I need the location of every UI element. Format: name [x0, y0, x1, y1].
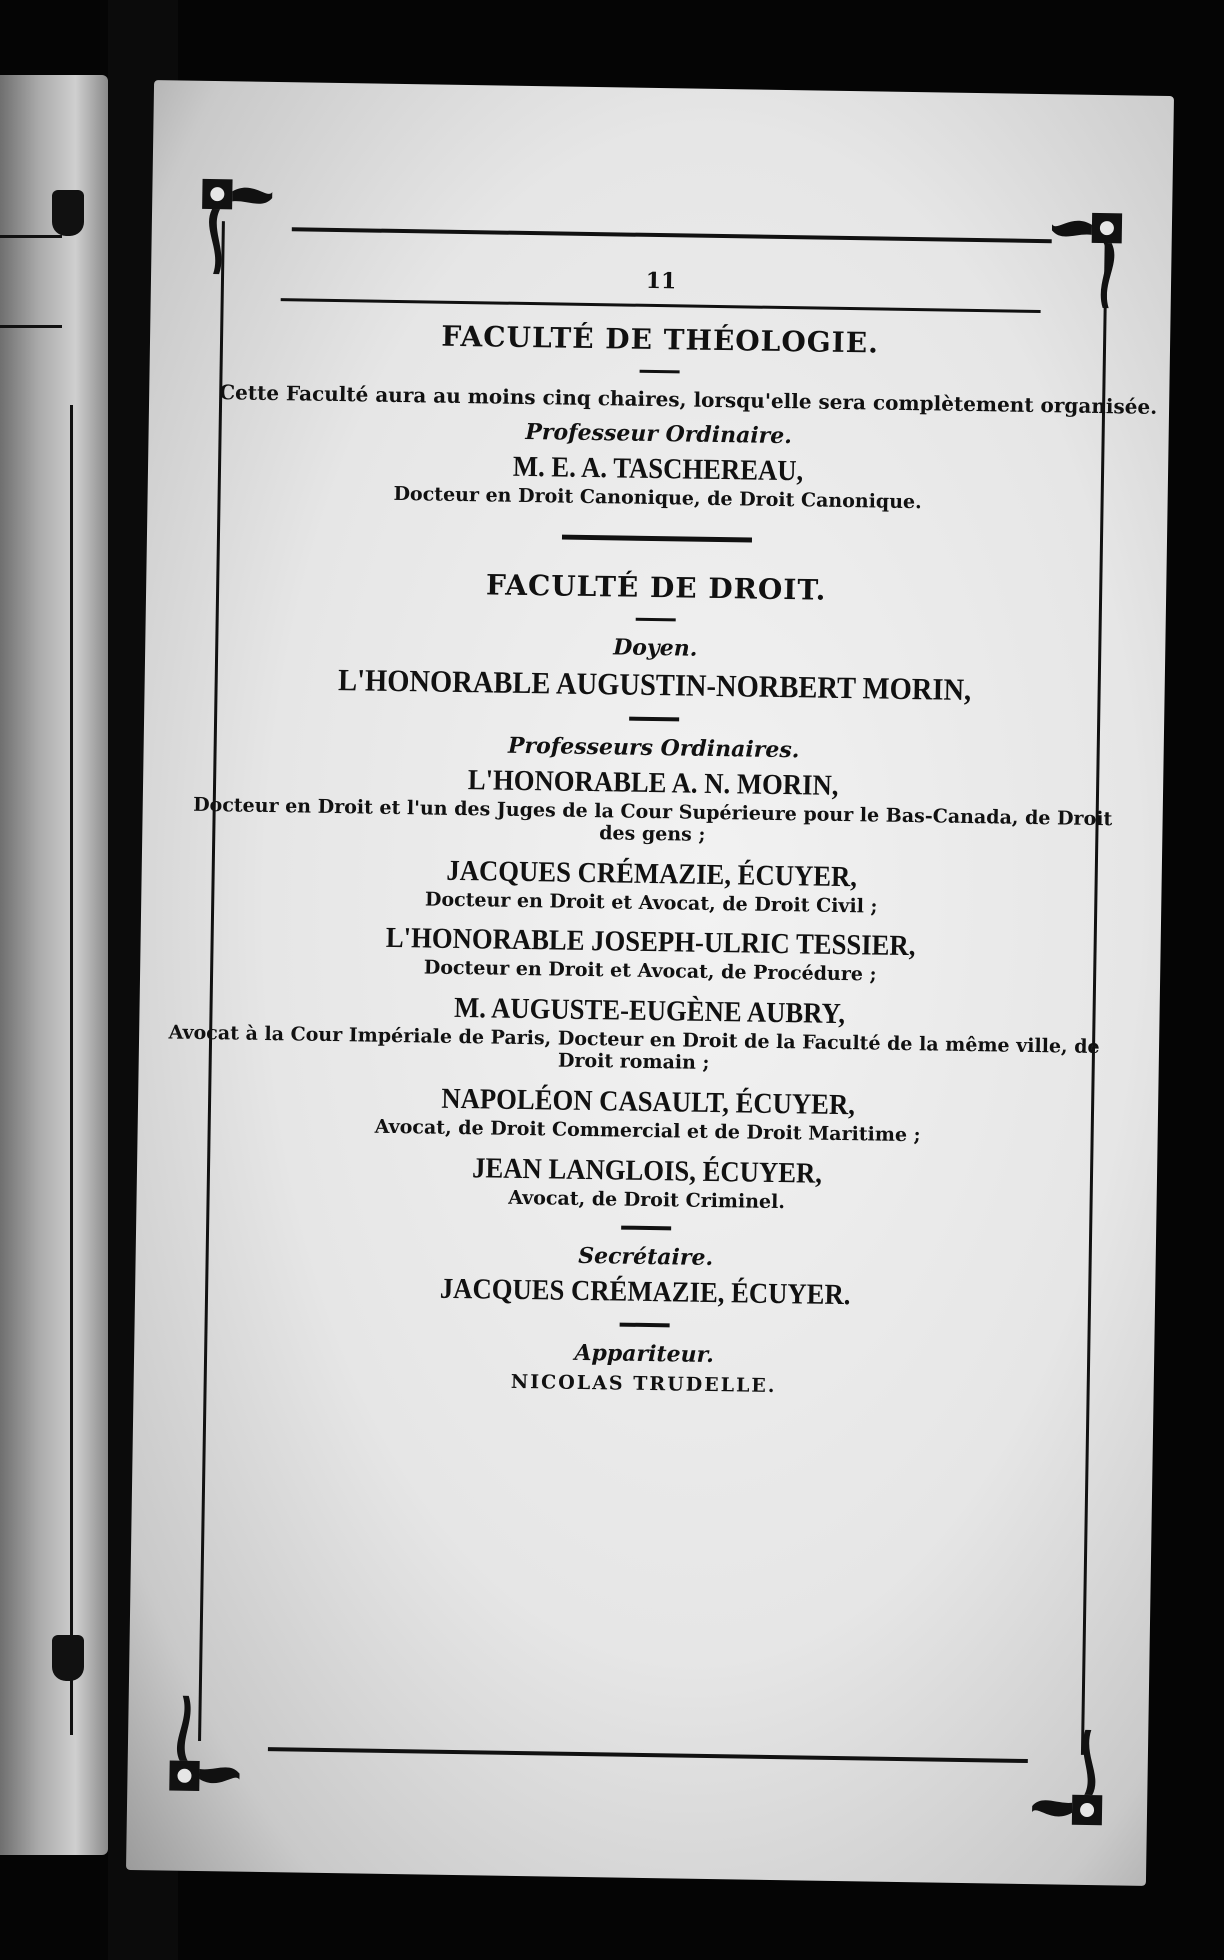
professor-entry	[211, 851, 1092, 922]
professor-name: JEAN LANGLOIS, ÉCUYER,	[471, 1151, 823, 1190]
professor-name: M. AUGUSTE-EUGÈNE AUBRY,	[453, 992, 846, 1031]
secretary-name: JACQUES CRÉMAZIE, ÉCUYER.	[439, 1272, 851, 1311]
law-faculty-title: FACULTÉ DE DROIT.	[485, 568, 827, 607]
professor-entry	[192, 760, 1113, 853]
professor-desc: Avocat, de Droit Criminel.	[508, 1186, 786, 1213]
corner-ornament-icon	[149, 1690, 241, 1801]
adjacent-page-fragment	[0, 75, 108, 1855]
usher-heading: Appariteur.	[574, 1339, 715, 1368]
professor-name: NAPOLÉON CASAULT, ÉCUYER,	[441, 1082, 856, 1122]
professor-name: L'HONORABLE JOSEPH-ULRIC TESSIER,	[385, 922, 916, 963]
professor-desc: Docteur en Droit et Avocat, de Procédure ;	[423, 956, 877, 986]
adjacent-page-rule	[0, 235, 62, 238]
divider	[629, 716, 679, 721]
page-content	[168, 261, 1158, 1405]
professor-desc: Avocat à la Cour Impériale de Paris, Docteur en Droit de la Faculté de la même ville, de Droit romain ;	[168, 1021, 1100, 1075]
dean-heading: Doyen.	[612, 634, 698, 662]
theology-note: Cette Faculté aura au moins cinq chaires, lorsqu'elle sera complètement organisée.	[219, 380, 1158, 419]
section-divider	[562, 534, 752, 542]
theology-professor-desc: Docteur en Droit Canonique, de Droit Canonique.	[393, 482, 922, 514]
ornament-icon	[52, 1635, 84, 1681]
corner-ornament-icon	[1032, 1724, 1124, 1835]
professor-entry	[210, 919, 1091, 990]
divider	[621, 1225, 671, 1230]
professor-desc: Docteur en Droit et l'un des Juges de la Cour Supérieure pour le Bas-Canada, de Droit des gens ;	[192, 793, 1113, 846]
ornament-icon	[52, 190, 84, 236]
header-rule	[281, 298, 1041, 313]
divider	[636, 618, 676, 622]
secretary-heading: Secrétaire.	[578, 1242, 714, 1271]
adjacent-page-rule	[0, 325, 62, 328]
professor-name: JACQUES CRÉMAZIE, ÉCUYER,	[446, 854, 858, 893]
dean-name: L'HONORABLE AUGUSTIN-NORBERT MORIN,	[337, 661, 972, 707]
page-number: 11	[645, 267, 677, 295]
divider	[640, 370, 680, 374]
professor-entry	[168, 988, 1100, 1081]
professor-name: L'HONORABLE A. N. MORIN,	[467, 763, 839, 802]
professors-heading: Professeurs Ordinaires.	[507, 732, 800, 764]
professor-entry	[208, 1079, 1089, 1150]
professor-desc: Avocat, de Droit Commercial et de Droit Maritime ;	[374, 1115, 921, 1147]
adjacent-page-border	[70, 405, 73, 1735]
usher-name: NICOLAS TRUDELLE.	[510, 1370, 777, 1397]
professor-entry	[206, 1148, 1087, 1219]
theology-professor-name: M. E. A. TASCHEREAU,	[512, 450, 804, 488]
book-page	[126, 80, 1174, 1886]
theology-professor-heading: Professeur Ordinaire.	[525, 418, 793, 450]
theology-faculty-title: FACULTÉ DE THÉOLOGIE.	[441, 319, 880, 360]
professor-desc: Docteur en Droit et Avocat, de Droit Civil ;	[424, 887, 878, 918]
divider	[620, 1322, 670, 1327]
